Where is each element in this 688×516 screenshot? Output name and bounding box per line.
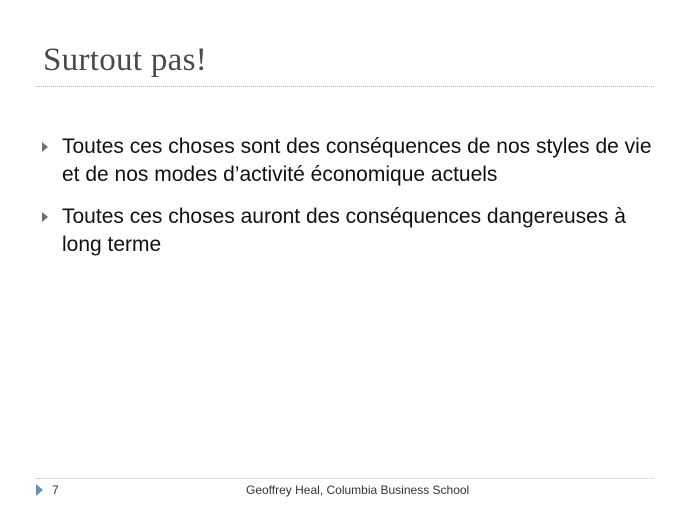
title-divider xyxy=(36,86,654,87)
bullet-item xyxy=(40,133,660,189)
footer-triangle-icon xyxy=(36,484,43,496)
bullet-item xyxy=(40,203,660,259)
triangle-right-icon xyxy=(42,212,48,222)
footer-text: Geoffrey Heal, Columbia Business School xyxy=(246,483,470,497)
triangle-right-icon xyxy=(42,142,48,152)
bullet-text: Toutes ces choses sont des conséquences de nos styles de vie et de nos modes d’activité économique actuels xyxy=(62,135,652,186)
slide-title: Surtout pas! xyxy=(43,42,208,78)
bullet-text: Toutes ces choses auront des conséquences dangereuses à long terme xyxy=(62,205,626,256)
bullet-list xyxy=(40,133,660,273)
page-number: 7 xyxy=(52,483,59,497)
footer-divider xyxy=(36,478,654,479)
